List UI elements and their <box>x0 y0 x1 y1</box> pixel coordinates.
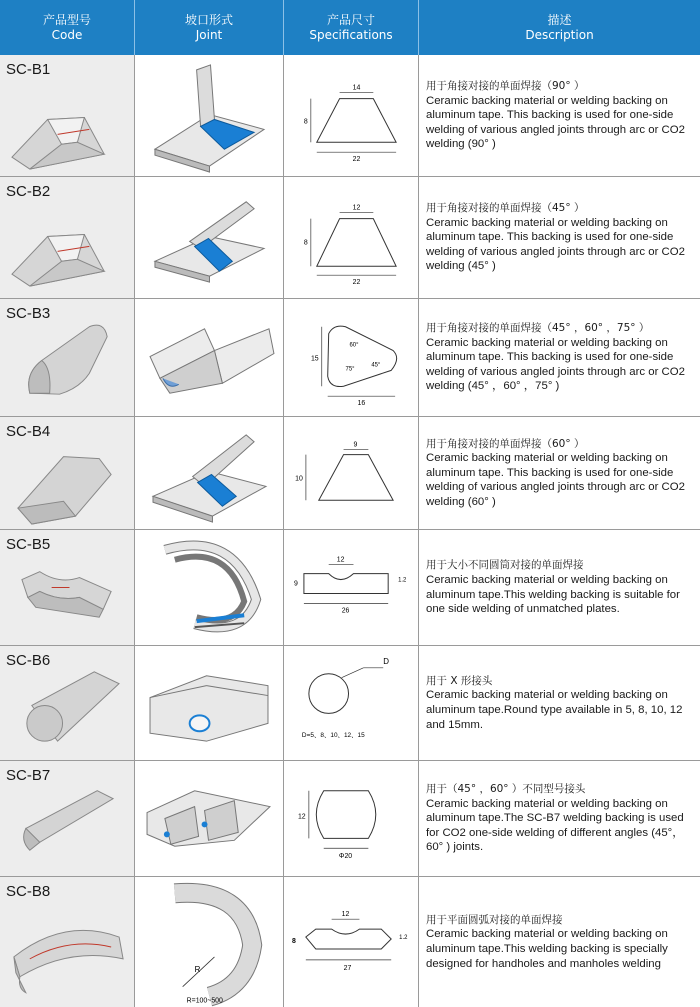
spec-drawing <box>284 646 418 760</box>
dim-top: 12 <box>341 911 350 919</box>
table-row <box>0 761 700 877</box>
header-spec-cn: 产品尺寸 <box>326 12 375 27</box>
dim-bottom: Φ20 <box>338 853 353 861</box>
dim-bottom: 27 <box>343 964 352 972</box>
joint-cell <box>135 299 284 416</box>
joint-diagram-image <box>135 530 283 645</box>
spec-drawing <box>284 177 418 298</box>
table-row <box>0 299 700 417</box>
code-cell <box>0 417 135 529</box>
code-cell <box>0 877 135 1007</box>
header-desc-en: Description <box>525 27 594 42</box>
spec-drawing <box>284 299 418 416</box>
dim-right: 1.2 <box>399 935 408 942</box>
spec-cell <box>284 877 419 1007</box>
dim-bottom: 16 <box>357 400 366 408</box>
description-cell <box>419 646 700 760</box>
description-cell <box>419 55 700 176</box>
description-title: 用于角接对接的单面焊接（45° ，60° ，75° ） <box>426 322 650 335</box>
dim-label: D <box>383 656 389 666</box>
joint-cell <box>135 761 284 876</box>
angle-1: 60° <box>349 342 359 349</box>
description-text: Ceramic backing material or welding backing on aluminum tape.This welding backing is specially designed for handholes and manholes welding <box>426 928 668 970</box>
description-cell <box>419 177 700 298</box>
joint-diagram-image <box>135 417 283 529</box>
product-shape-image <box>0 177 134 298</box>
spec-drawing <box>284 761 418 876</box>
joint-diagram-image <box>135 55 283 176</box>
joint-cell <box>135 417 284 529</box>
description-title: 用于大小不同圆筒对接的单面焊接 <box>426 559 584 572</box>
spec-cell <box>284 417 419 529</box>
header-spec <box>284 0 419 55</box>
description-title: 用于 X 形接头 <box>426 674 493 687</box>
product-shape-image <box>0 646 134 760</box>
dim-side: 8 <box>291 937 296 945</box>
joint-diagram-image <box>135 299 283 416</box>
product-code: SC-B5 <box>6 536 51 553</box>
joint-cell <box>135 177 284 298</box>
dim-side: 8 <box>303 239 308 247</box>
radius-label: R <box>194 964 201 974</box>
angle-2: 45° <box>371 362 381 369</box>
product-code: SC-B4 <box>6 423 51 440</box>
header-desc <box>419 0 700 55</box>
spec-cell <box>284 299 419 416</box>
description-text: Ceramic backing material or welding backing on aluminum tape. This backing is used for one-side welding of various angled joints through arc or CO2 welding (45° ) <box>426 216 685 273</box>
dim-top: 12 <box>352 204 361 212</box>
description-title: 用于平面圆弧对接的单面焊接 <box>426 913 563 926</box>
description-cell <box>419 530 700 645</box>
dim-top: 12 <box>336 556 345 564</box>
table-row <box>0 55 700 177</box>
code-cell <box>0 177 135 298</box>
dim-side: 12 <box>297 813 306 821</box>
header-desc-cn: 描述 <box>547 12 572 27</box>
joint-diagram-image <box>135 761 283 876</box>
header-code <box>0 0 135 55</box>
spec-drawing <box>284 530 418 645</box>
dim-note: D=5、8、10、12、15 <box>301 732 365 740</box>
product-code: SC-B8 <box>6 883 51 900</box>
description-cell <box>419 299 700 416</box>
header-joint-en: Joint <box>195 27 223 42</box>
product-shape-image <box>0 299 134 416</box>
joint-diagram-image <box>135 646 283 760</box>
table-row <box>0 646 700 761</box>
dim-bottom: 22 <box>352 156 361 164</box>
description-title: 用于角接对接的单面焊接（60° ） <box>426 437 585 450</box>
product-code: SC-B3 <box>6 305 51 322</box>
spec-cell <box>284 646 419 760</box>
spec-drawing <box>284 55 418 176</box>
header-code-en: Code <box>51 27 83 42</box>
spec-cell <box>284 761 419 876</box>
description-title: 用于角接对接的单面焊接（90° ） <box>426 80 585 93</box>
code-cell <box>0 55 135 176</box>
product-code: SC-B2 <box>6 183 51 200</box>
angle-3: 75° <box>345 366 355 373</box>
product-shape-image <box>0 530 134 645</box>
code-cell <box>0 761 135 876</box>
description-cell <box>419 761 700 876</box>
description-cell <box>419 877 700 1007</box>
description-title: 用于（45° ，60° ）不同型号接头 <box>426 783 586 796</box>
table-row <box>0 177 700 299</box>
dim-bottom: 26 <box>341 607 350 615</box>
description-text: Ceramic backing material or welding backing on aluminum tape. This backing is used for one-side welding of various angled joints through arc or CO2 welding (60° ) <box>426 452 685 508</box>
code-cell <box>0 299 135 416</box>
dim-top: 9 <box>353 441 358 449</box>
description-text: Ceramic backing material or welding backing on aluminum tape.The SC-B7 welding backing is used for CO2 one-side welding of different angles (45°，60° ) joints. <box>426 797 684 854</box>
spec-drawing <box>284 877 418 1007</box>
spec-drawing <box>284 417 418 529</box>
spec-cell <box>284 530 419 645</box>
table-row <box>0 530 700 646</box>
product-code: SC-B1 <box>6 61 51 78</box>
table-row <box>0 877 700 1007</box>
code-cell <box>0 530 135 645</box>
table-row <box>0 417 700 530</box>
product-code: SC-B6 <box>6 652 51 669</box>
code-cell <box>0 646 135 760</box>
joint-cell <box>135 530 284 645</box>
description-text: Ceramic backing material or welding backing on aluminum tape.Round type available in 5, 8, 10, 12 and 15mm. <box>426 689 683 731</box>
description-title: 用于角接对接的单面焊接（45° ） <box>426 202 585 215</box>
radius-range: R=100~500 <box>186 997 223 1005</box>
product-shape-image <box>0 877 134 1007</box>
dim-side: 15 <box>310 355 319 363</box>
product-shape-image <box>0 761 134 876</box>
spec-cell <box>284 55 419 176</box>
joint-diagram-image <box>135 177 283 298</box>
dim-side: 9 <box>293 580 298 588</box>
spec-cell <box>284 177 419 298</box>
header-code-cn: 产品型号 <box>42 12 91 27</box>
product-shape-image <box>0 55 134 176</box>
header-spec-en: Specifications <box>309 27 393 42</box>
joint-cell <box>135 55 284 176</box>
header-joint <box>135 0 284 55</box>
dim-side: 8 <box>303 118 308 126</box>
dim-top: 14 <box>352 84 361 92</box>
joint-cell <box>135 877 284 1007</box>
dim-bottom: 22 <box>352 279 361 287</box>
description-text: Ceramic backing material or welding backing on aluminum tape.This welding backing is suitable for one side welding of unmatched plates. <box>426 573 680 616</box>
product-code: SC-B7 <box>6 767 51 784</box>
table-header <box>0 0 700 55</box>
dim-side: 10 <box>295 475 303 483</box>
description-text: Ceramic backing material or welding backing on aluminum tape. This backing is used for one-side welding of various angled joints through arc or CO2 welding (45° ，60° ，75° ) <box>426 336 685 393</box>
header-joint-cn: 坡口形式 <box>184 12 233 27</box>
description-text: Ceramic backing material or welding backing on aluminum tape. This backing is used for one-side welding of various angled joints through arc or CO2 welding (90° ) <box>426 94 685 151</box>
joint-diagram-image <box>135 877 283 1007</box>
dim-right: 1.2 <box>398 577 407 584</box>
joint-cell <box>135 646 284 760</box>
description-cell <box>419 417 700 529</box>
product-shape-image <box>0 417 134 529</box>
